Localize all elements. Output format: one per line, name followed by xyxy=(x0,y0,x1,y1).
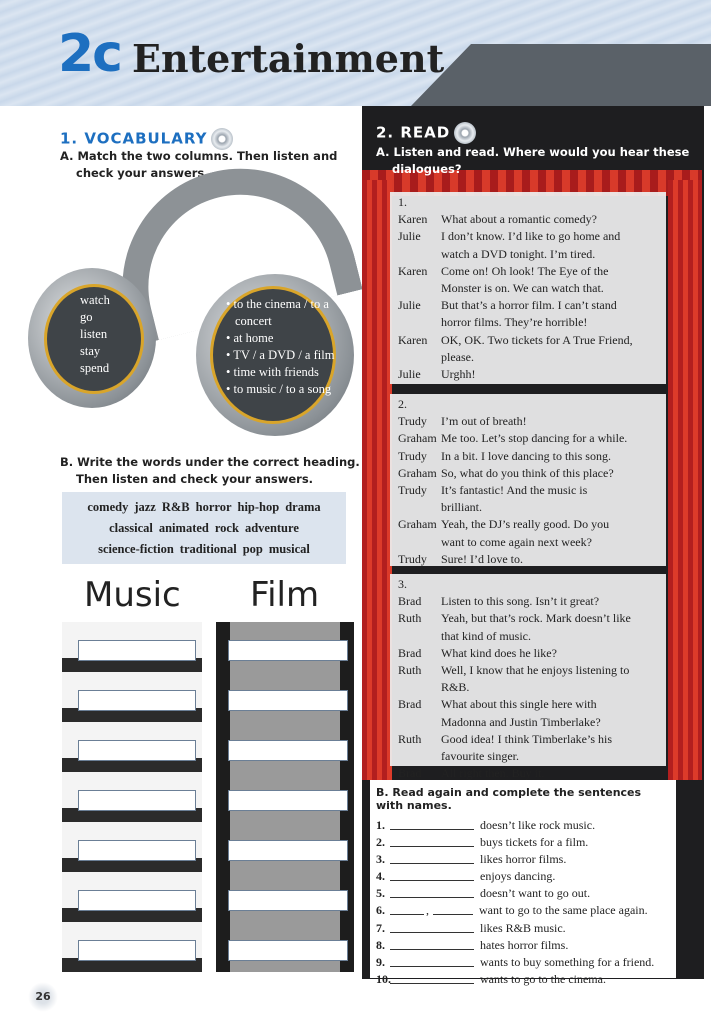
read-instr-line2: dialogues? xyxy=(392,162,462,176)
answer-blank[interactable] xyxy=(390,834,474,847)
left-word: go xyxy=(80,310,93,324)
dialogue-line xyxy=(398,263,658,280)
dialogue-line xyxy=(398,349,658,366)
cd-audio-icon[interactable] xyxy=(454,122,476,144)
right-phrase: • TV / a DVD / a film xyxy=(226,348,335,362)
answer-blank[interactable] xyxy=(390,851,474,864)
dialogue-number: 2. xyxy=(398,397,407,411)
sentence-row xyxy=(376,851,670,868)
cd-audio-icon[interactable] xyxy=(211,128,233,150)
sentence-row xyxy=(376,937,670,954)
dialogue-text: want to come again next week? xyxy=(441,534,592,549)
sentence-row xyxy=(376,920,670,937)
exercise-b xyxy=(370,780,676,986)
sentence-text: likes horror films. xyxy=(480,852,567,867)
instr-b-line1: B. Write the words under the correct heading. xyxy=(60,455,360,469)
sentence-number: 9. xyxy=(376,954,385,969)
dialogue-text: What kind does he like? xyxy=(441,645,557,660)
speaker-name: Karen xyxy=(398,332,428,347)
dialogue-line xyxy=(398,628,658,645)
dialogue-text: that kind of music. xyxy=(441,628,531,643)
dialogue-text: I’m out of breath! xyxy=(441,414,527,429)
speaker-name: Ruth xyxy=(398,731,422,746)
dialogue-text: Listen to this song. Isn’t it great? xyxy=(441,594,600,609)
dialogue-line xyxy=(398,448,658,465)
left-word: watch xyxy=(80,293,110,307)
dialogue-lines xyxy=(398,593,658,782)
speaker-name xyxy=(398,499,441,516)
speaker-name: Trudy xyxy=(398,448,427,463)
read-instr-line1: A. Listen and read. Where would you hear these xyxy=(376,145,690,159)
dialogue-text: Come on! Oh look! The Eye of the xyxy=(441,263,609,278)
speaker-name: Karen xyxy=(398,263,428,278)
dialogue-line xyxy=(398,430,658,447)
dialogue-text: It’s fantastic! And the music is xyxy=(441,483,588,498)
dialogue-line xyxy=(398,534,658,551)
speaker-name: Ruth xyxy=(398,663,422,678)
word-chip: R&B xyxy=(161,500,190,514)
dialogue-lines xyxy=(398,413,658,568)
dialogue-text: What about a romantic comedy? xyxy=(441,212,597,227)
instr-b-line2: Then listen and check your answers. xyxy=(76,472,314,486)
dialogue-line xyxy=(398,366,658,383)
right-phrase: • to music / to a song xyxy=(226,382,332,396)
dialogue-text: Monster is on. We can watch that. xyxy=(441,281,604,296)
sentence-row xyxy=(376,902,670,919)
dialogue-text: Madonna and Justin Timberlake? xyxy=(441,714,601,729)
speaker-name: Brad xyxy=(398,697,422,712)
dialogue-text: Yeah, but that’s rock. Mark doesn’t like xyxy=(441,611,631,626)
sentence-number: 6. xyxy=(376,903,385,918)
dialogue-text: All right then. Buy it. xyxy=(441,766,545,781)
word-chip: adventure xyxy=(244,521,299,535)
music-answer-field[interactable] xyxy=(78,940,196,961)
speaker-name: Julie xyxy=(398,229,421,244)
vocab-instruction-b xyxy=(60,454,360,488)
sentence-text: buys tickets for a film. xyxy=(480,835,589,850)
dialogue-number: 3. xyxy=(398,577,407,591)
answer-blank[interactable] xyxy=(390,885,474,898)
music-answer-field[interactable] xyxy=(78,740,196,761)
dialogue-2 xyxy=(390,394,666,566)
right-phrase: • at home xyxy=(226,331,274,345)
sentence-text: doesn’t like rock music. xyxy=(480,818,596,832)
music-answer-field[interactable] xyxy=(78,890,196,911)
sentence-number: 8. xyxy=(376,937,385,952)
music-answer-field[interactable] xyxy=(78,840,196,861)
music-answer-field[interactable] xyxy=(78,690,196,711)
vocabulary-heading-text: 1. VOCABULARY xyxy=(60,129,208,148)
curtain-left xyxy=(362,180,392,780)
speaker-name xyxy=(398,534,441,551)
exercise-b-sentences xyxy=(376,817,670,988)
word-chip: musical xyxy=(268,542,310,556)
read-heading-text: 2. READ xyxy=(376,123,451,142)
dialogue-number: 1. xyxy=(398,195,407,209)
speaker-name: Trudy xyxy=(398,483,427,498)
sentence-row xyxy=(376,971,670,988)
dialogue-text: Yeah, the DJ’s really good. Do you xyxy=(441,517,610,532)
sentence-text: wants to buy something for a friend. xyxy=(480,954,655,969)
speaker-name xyxy=(398,314,441,331)
speaker-name: Trudy xyxy=(398,414,427,429)
left-word: listen xyxy=(80,327,108,341)
word-chip: horror xyxy=(195,500,232,514)
dialogue-text: horror films. They’re horrible! xyxy=(441,315,588,330)
dialogue-text: OK, OK. Two tickets for A True Friend, xyxy=(441,332,633,347)
answer-blank[interactable] xyxy=(390,920,474,933)
dialogue-text: So, what do you think of this place? xyxy=(441,465,614,480)
word-chip: comedy xyxy=(87,500,129,514)
dialogue-3 xyxy=(390,574,666,781)
unit-code: 2c xyxy=(58,24,122,84)
dialogue-line xyxy=(398,465,658,482)
speaker-name: Trudy xyxy=(398,551,427,566)
dialogue-line xyxy=(398,610,658,627)
speaker-name: Graham xyxy=(398,465,437,480)
dialogue-text: brilliant. xyxy=(441,500,482,515)
speaker-name xyxy=(398,280,441,297)
dialogue-text: watch a DVD tonight. I’m tired. xyxy=(441,246,596,261)
film-answer-field[interactable] xyxy=(228,690,348,711)
dialogue-1 xyxy=(390,192,666,384)
answer-blank[interactable] xyxy=(390,868,474,881)
page-number: 26 xyxy=(28,982,58,1012)
left-word: spend xyxy=(80,361,110,375)
dialogue-text: What about this single here with xyxy=(441,697,597,712)
word-chip: rock xyxy=(214,521,239,535)
sentence-text: likes R&B music. xyxy=(480,920,566,935)
read-heading xyxy=(376,122,476,144)
music-answer-field[interactable] xyxy=(78,640,196,661)
dialogue-text: In a bit. I love dancing to this song. xyxy=(441,448,611,463)
word-chip: traditional xyxy=(179,542,237,556)
sentence-number: 4. xyxy=(376,869,385,884)
film-answer-field[interactable] xyxy=(228,890,348,911)
sentence-row xyxy=(376,817,670,834)
speaker-name xyxy=(398,748,441,765)
dialogue-line xyxy=(398,645,658,662)
film-answer-field[interactable] xyxy=(228,790,348,811)
right-phrase-list xyxy=(226,296,334,398)
exercise-b-title: B. Read again and complete the sentences with names. xyxy=(376,786,642,812)
dialogue-line xyxy=(398,551,658,568)
dialogue-text: But that’s a horror film. I can’t stand xyxy=(441,298,617,313)
word-chip: classical xyxy=(109,521,153,535)
speaker-name: Graham xyxy=(398,431,437,446)
word-chip: hip-hop xyxy=(237,500,280,514)
curtain-right xyxy=(668,180,702,780)
sentence-text: want to go to the same place again. xyxy=(479,903,648,918)
dialogue-line xyxy=(398,228,658,245)
dialogue-text: Well, I know that he enjoys listening to R&B. xyxy=(441,663,630,695)
sentence-row xyxy=(376,885,670,902)
dialogue-line xyxy=(398,748,658,765)
speaker-name: Brad xyxy=(398,645,422,660)
speaker-name: Ruth xyxy=(398,611,422,626)
dialogue-line xyxy=(398,696,658,713)
dialogue-text: Urghh! xyxy=(441,367,476,382)
dialogue-text: Sure! I’d love to. xyxy=(441,551,523,566)
dialogue-text: I don’t know. I’d like to go home and xyxy=(441,229,621,244)
sentence-number: 7. xyxy=(376,920,385,935)
word-box xyxy=(62,492,346,564)
music-heading: Music xyxy=(84,575,181,615)
dialogue-line xyxy=(398,731,658,748)
speaker-name xyxy=(398,349,441,366)
sentence-number: 1. xyxy=(376,818,385,832)
answer-blank[interactable] xyxy=(390,902,424,915)
blank-separator: , xyxy=(426,903,429,918)
film-heading: Film xyxy=(250,575,320,615)
dialogue-text: please. xyxy=(441,349,474,364)
music-answer-field[interactable] xyxy=(78,790,196,811)
dialogue-line xyxy=(398,314,658,331)
dialogue-line xyxy=(398,413,658,430)
sentence-text: doesn’t want to go out. xyxy=(480,886,591,901)
dialogue-line xyxy=(398,499,658,516)
answer-blank[interactable] xyxy=(390,817,474,830)
speaker-name: Karen xyxy=(398,212,428,227)
right-phrase: • to the cinema / to a xyxy=(226,297,329,311)
sentence-number: 3. xyxy=(376,852,385,867)
sentence-text: enjoys dancing. xyxy=(480,869,556,884)
dialogue-line xyxy=(398,482,658,499)
dialogue-line xyxy=(398,211,658,228)
speaker-name: Julie xyxy=(398,367,421,382)
film-answer-field[interactable] xyxy=(228,640,348,661)
dialogue-text: favourite singer. xyxy=(441,749,519,764)
film-answer-field[interactable] xyxy=(228,940,348,961)
left-word-list xyxy=(80,292,110,377)
word-chip: science-fiction xyxy=(98,542,174,556)
speaker-name xyxy=(398,714,441,731)
sentence-row xyxy=(376,834,670,851)
answer-blank[interactable] xyxy=(390,937,474,950)
word-chip: drama xyxy=(285,500,321,514)
read-instruction-a xyxy=(376,144,689,178)
vocabulary-heading xyxy=(60,128,233,150)
answer-blank[interactable] xyxy=(433,902,473,915)
speaker-name xyxy=(398,628,441,645)
speaker-name xyxy=(398,246,441,263)
speaker-name: Graham xyxy=(398,517,437,532)
right-phrase: • time with friends xyxy=(226,365,319,379)
dialogue-line xyxy=(398,297,658,314)
dialogue-lines xyxy=(398,211,658,383)
sentence-number: 5. xyxy=(376,886,385,901)
dialogue-line xyxy=(398,516,658,533)
answer-blank[interactable] xyxy=(390,971,474,984)
dialogue-line xyxy=(398,332,658,349)
instr-a-line2: check your answers. xyxy=(76,166,209,180)
right-phrase: concert xyxy=(235,314,272,328)
answer-blank[interactable] xyxy=(390,954,474,967)
left-word: stay xyxy=(80,344,101,358)
sentence-number: 10. xyxy=(376,971,391,986)
film-answer-field[interactable] xyxy=(228,840,348,861)
unit-title: Entertainment xyxy=(132,36,445,81)
sentence-text: hates horror films. xyxy=(480,937,569,952)
speaker-name: Brad xyxy=(398,766,422,781)
dialogue-text: Me too. Let’s stop dancing for a while. xyxy=(441,431,628,446)
film-answer-field[interactable] xyxy=(228,740,348,761)
sentence-row xyxy=(376,954,670,971)
sentence-number: 2. xyxy=(376,835,385,850)
sentence-text: wants to go to the cinema. xyxy=(480,971,606,986)
speaker-name: Julie xyxy=(398,298,421,313)
word-chip: jazz xyxy=(134,500,156,514)
word-chip: animated xyxy=(158,521,209,535)
dialogue-line xyxy=(398,593,658,610)
word-chip: pop xyxy=(242,542,263,556)
speaker-name: Brad xyxy=(398,594,422,609)
dialogue-line xyxy=(398,714,658,731)
dialogue-line xyxy=(398,662,658,696)
sentence-row xyxy=(376,868,670,885)
dialogue-line xyxy=(398,280,658,297)
dialogue-text: Good idea! I think Timberlake’s his xyxy=(441,731,612,746)
dialogue-line xyxy=(398,246,658,263)
instr-a-line1: A. Match the two columns. Then listen and xyxy=(60,149,338,163)
